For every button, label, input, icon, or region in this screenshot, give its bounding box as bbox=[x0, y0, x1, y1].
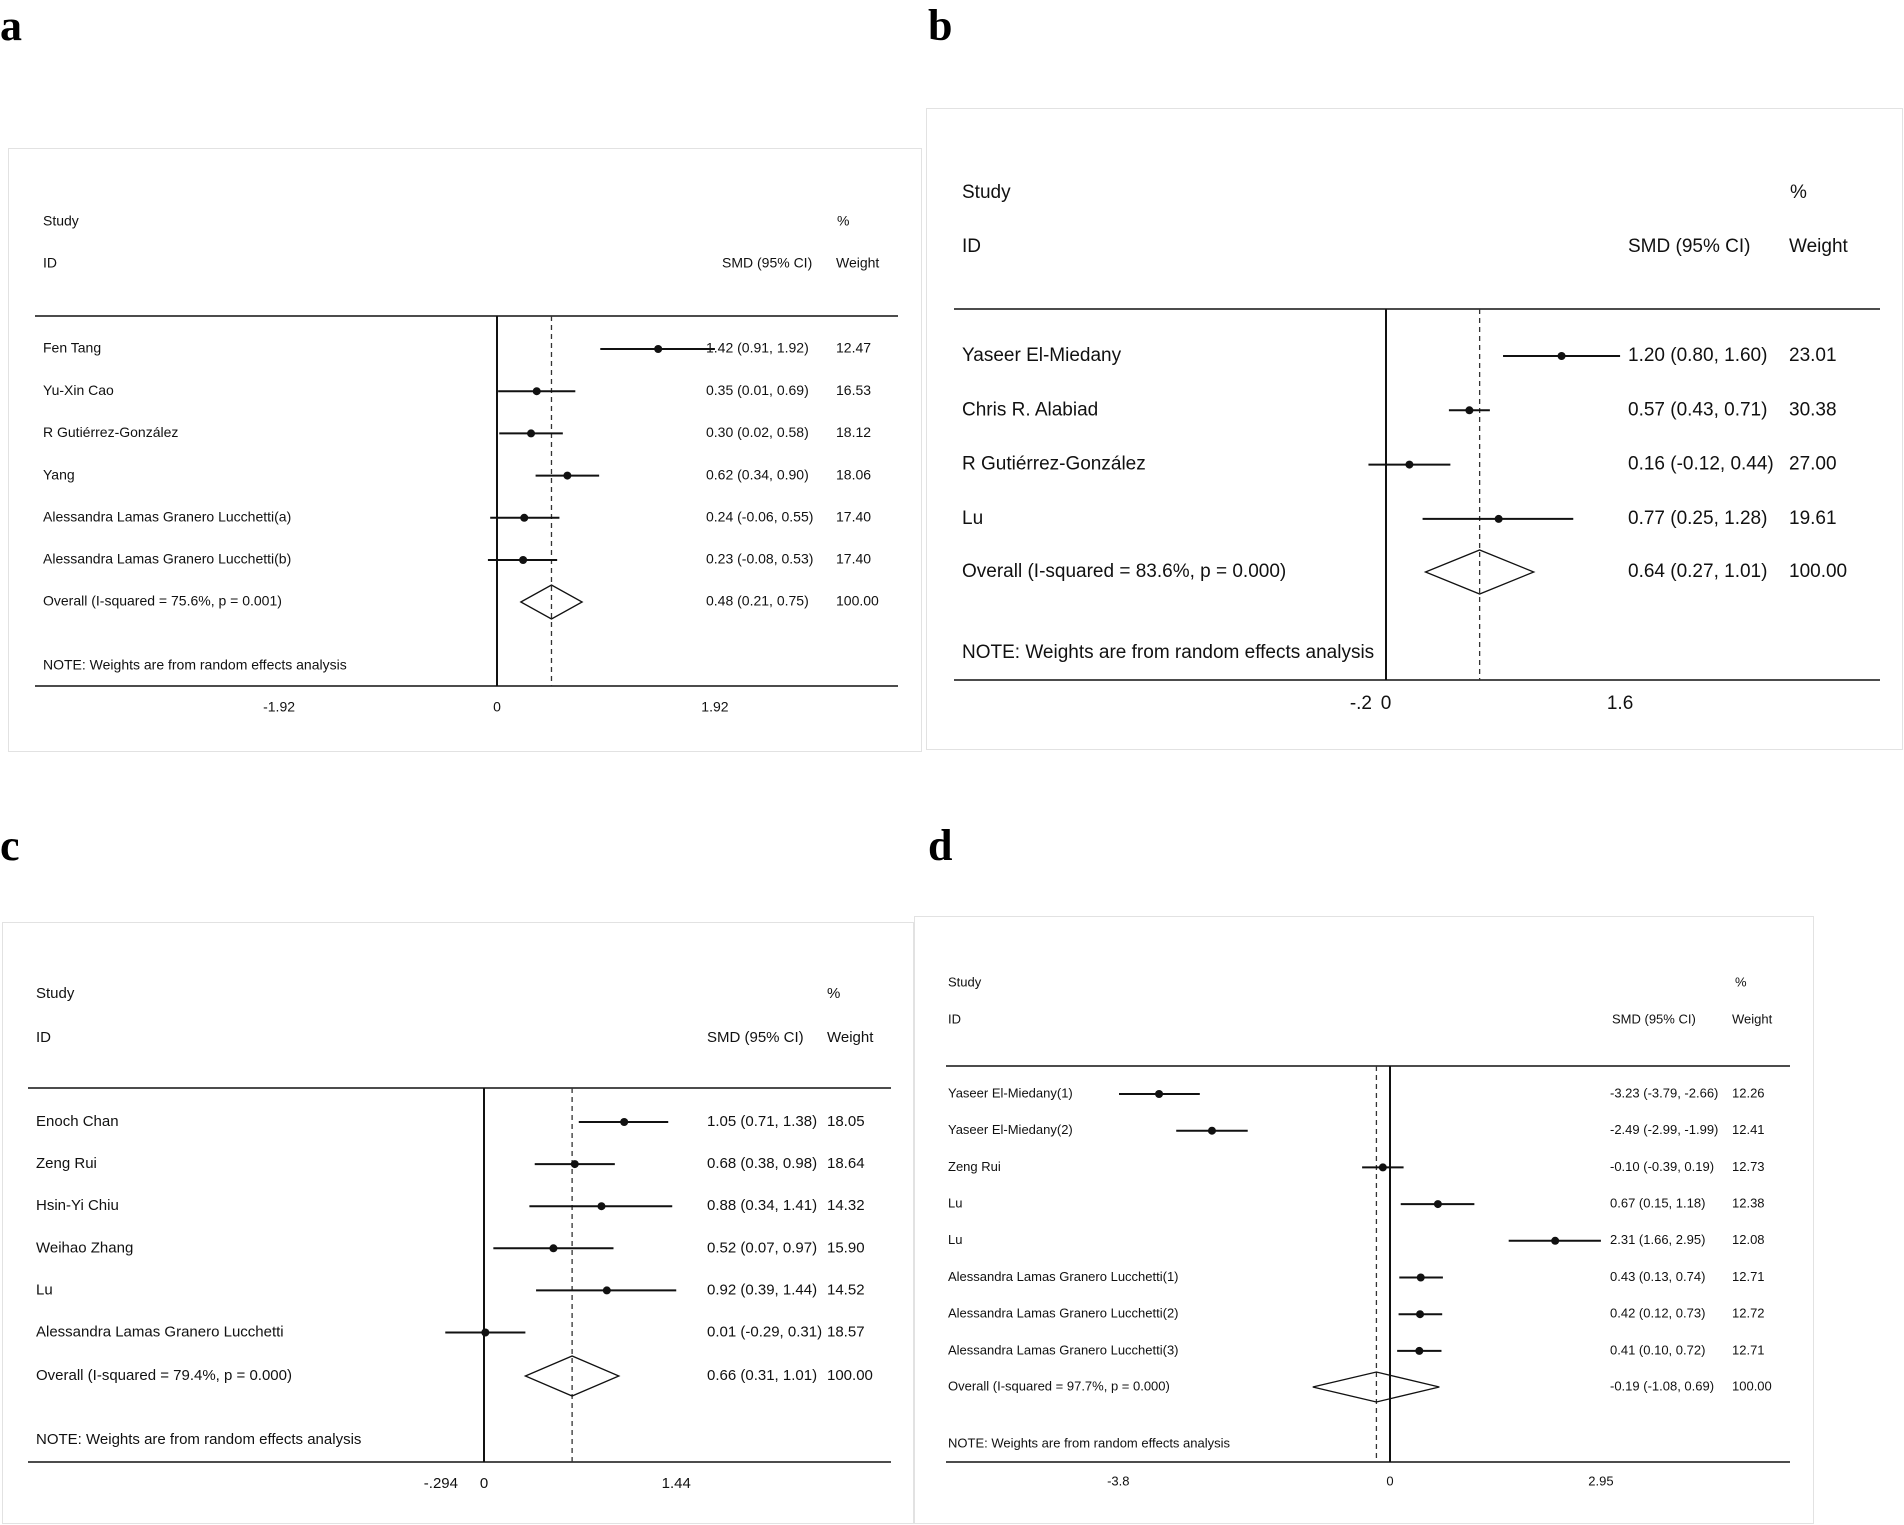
x-tick-label: -3.8 bbox=[1107, 1473, 1130, 1489]
study-ci-text: 0.52 (0.07, 0.97) bbox=[707, 1239, 818, 1257]
header-percent: % bbox=[1735, 974, 1747, 990]
overall-weight: 100.00 bbox=[1732, 1378, 1772, 1394]
study-point bbox=[597, 1202, 605, 1210]
study-ci-text: 0.77 (0.25, 1.28) bbox=[1628, 507, 1768, 529]
study-point bbox=[1558, 352, 1566, 360]
study-name: Lu bbox=[948, 1195, 963, 1211]
study-ci-text: -3.23 (-3.79, -2.66) bbox=[1610, 1085, 1719, 1101]
study-weight: 18.57 bbox=[827, 1323, 865, 1341]
study-name: Yaseer El-Miedany bbox=[962, 345, 1122, 367]
note-text: NOTE: Weights are from random effects analysis bbox=[948, 1435, 1231, 1451]
overall-ci-text: -0.19 (-1.08, 0.69) bbox=[1610, 1378, 1715, 1394]
study-name: Yaseer El-Miedany(2) bbox=[948, 1122, 1073, 1138]
study-name: Enoch Chan bbox=[36, 1112, 119, 1130]
study-name: Lu bbox=[36, 1281, 53, 1299]
study-weight: 16.53 bbox=[836, 381, 872, 398]
study-point bbox=[603, 1286, 611, 1294]
panel-letter-b: b bbox=[928, 1, 953, 50]
study-name: Fen Tang bbox=[43, 339, 102, 356]
study-ci-text: 2.31 (1.66, 2.95) bbox=[1610, 1232, 1706, 1248]
x-tick-label: 1.44 bbox=[661, 1474, 691, 1492]
study-name: Alessandra Lamas Granero Lucchetti(3) bbox=[948, 1342, 1179, 1358]
header-study: Study bbox=[948, 974, 982, 990]
study-point bbox=[1379, 1163, 1387, 1171]
header-weight: Weight bbox=[1732, 1011, 1773, 1027]
study-weight: 12.38 bbox=[1732, 1195, 1765, 1211]
study-ci-text: 0.43 (0.13, 0.74) bbox=[1610, 1268, 1706, 1284]
study-weight: 12.72 bbox=[1732, 1305, 1765, 1321]
study-point bbox=[1434, 1200, 1442, 1208]
header-smd: SMD (95% CI) bbox=[722, 254, 813, 271]
x-tick-label: 1.6 bbox=[1606, 693, 1634, 715]
study-ci-text: 0.30 (0.02, 0.58) bbox=[706, 424, 809, 441]
study-weight: 12.47 bbox=[836, 339, 872, 356]
forest-panel-a bbox=[35, 213, 898, 715]
header-id: ID bbox=[948, 1011, 961, 1027]
overall-label: Overall (I-squared = 75.6%, p = 0.001) bbox=[43, 592, 282, 609]
study-ci-text: 0.68 (0.38, 0.98) bbox=[707, 1155, 818, 1173]
study-ci-text: 1.20 (0.80, 1.60) bbox=[1628, 345, 1768, 367]
study-ci-text: -2.49 (-2.99, -1.99) bbox=[1610, 1122, 1719, 1138]
study-point bbox=[481, 1329, 489, 1337]
study-weight: 18.05 bbox=[827, 1112, 865, 1130]
forest-panel-d bbox=[946, 974, 1790, 1488]
study-weight: 18.64 bbox=[827, 1155, 865, 1173]
header-study: Study bbox=[43, 212, 79, 229]
study-ci-text: 0.01 (-0.29, 0.31) bbox=[707, 1323, 823, 1341]
study-ci-text: 0.35 (0.01, 0.69) bbox=[706, 381, 809, 398]
overall-label: Overall (I-squared = 97.7%, p = 0.000) bbox=[948, 1378, 1170, 1394]
header-percent: % bbox=[1790, 182, 1807, 204]
study-ci-text: 0.24 (-0.06, 0.55) bbox=[706, 508, 814, 525]
study-ci-text: 0.41 (0.10, 0.72) bbox=[1610, 1342, 1706, 1358]
study-point bbox=[520, 514, 528, 522]
overall-ci-text: 0.66 (0.31, 1.01) bbox=[707, 1366, 818, 1384]
study-weight: 17.40 bbox=[836, 550, 872, 567]
study-name: Lu bbox=[962, 507, 984, 529]
study-point bbox=[1465, 406, 1473, 414]
study-weight: 18.06 bbox=[836, 466, 872, 483]
header-id: ID bbox=[962, 236, 981, 258]
study-name: Alessandra Lamas Granero Lucchetti(a) bbox=[43, 508, 292, 525]
x-tick-label: -1.92 bbox=[263, 698, 296, 715]
study-weight: 14.52 bbox=[827, 1281, 865, 1299]
study-point bbox=[1208, 1127, 1216, 1135]
study-ci-text: 0.23 (-0.08, 0.53) bbox=[706, 550, 814, 567]
overall-ci-text: 0.48 (0.21, 0.75) bbox=[706, 592, 809, 609]
study-weight: 12.08 bbox=[1732, 1232, 1765, 1248]
header-weight: Weight bbox=[836, 254, 880, 271]
header-study: Study bbox=[962, 182, 1011, 204]
header-percent: % bbox=[837, 212, 850, 229]
overall-ci-text: 0.64 (0.27, 1.01) bbox=[1628, 561, 1768, 583]
study-ci-text: 1.05 (0.71, 1.38) bbox=[707, 1112, 818, 1130]
header-smd: SMD (95% CI) bbox=[1628, 236, 1751, 258]
study-point bbox=[571, 1160, 579, 1168]
study-weight: 19.61 bbox=[1789, 507, 1837, 529]
study-point bbox=[519, 556, 527, 564]
study-point bbox=[1495, 515, 1503, 523]
header-weight: Weight bbox=[1789, 236, 1848, 258]
panel-letter-d: d bbox=[928, 821, 953, 870]
study-point bbox=[1405, 461, 1413, 469]
study-weight: 15.90 bbox=[827, 1239, 865, 1257]
study-name: Alessandra Lamas Granero Lucchetti(1) bbox=[948, 1268, 1179, 1284]
overall-weight: 100.00 bbox=[827, 1366, 873, 1384]
study-name: Alessandra Lamas Granero Lucchetti bbox=[36, 1323, 284, 1341]
header-id: ID bbox=[43, 254, 57, 271]
x-tick-label: 0 bbox=[493, 698, 501, 715]
x-tick-label: -.294 bbox=[423, 1474, 458, 1492]
study-weight: 12.73 bbox=[1732, 1158, 1765, 1174]
study-weight: 30.38 bbox=[1789, 399, 1837, 421]
study-name: Lu bbox=[948, 1232, 963, 1248]
study-name: Zeng Rui bbox=[948, 1158, 1001, 1174]
overall-weight: 100.00 bbox=[836, 592, 879, 609]
study-point bbox=[563, 472, 571, 480]
study-name: Yang bbox=[43, 466, 75, 483]
study-point bbox=[527, 429, 535, 437]
note-text: NOTE: Weights are from random effects analysis bbox=[43, 656, 347, 673]
study-point bbox=[654, 345, 662, 353]
study-weight: 17.40 bbox=[836, 508, 872, 525]
study-ci-text: 0.16 (-0.12, 0.44) bbox=[1628, 453, 1774, 475]
header-smd: SMD (95% CI) bbox=[1612, 1011, 1696, 1027]
overall-weight: 100.00 bbox=[1789, 561, 1848, 583]
study-point bbox=[1415, 1347, 1423, 1355]
study-weight: 27.00 bbox=[1789, 453, 1837, 475]
forest-panel-c bbox=[28, 985, 891, 1492]
x-tick-label: 0 bbox=[1380, 693, 1392, 715]
header-study: Study bbox=[36, 984, 75, 1002]
header-weight: Weight bbox=[827, 1028, 874, 1046]
study-point bbox=[1416, 1310, 1424, 1318]
note-text: NOTE: Weights are from random effects analysis bbox=[36, 1430, 362, 1448]
study-weight: 18.12 bbox=[836, 424, 872, 441]
study-name: R Gutiérrez-González bbox=[43, 424, 179, 441]
study-ci-text: 0.88 (0.34, 1.41) bbox=[707, 1197, 818, 1215]
study-name: Yu-Xin Cao bbox=[43, 381, 114, 398]
study-weight: 12.26 bbox=[1732, 1085, 1765, 1101]
study-weight: 23.01 bbox=[1789, 345, 1837, 367]
study-name: Hsin-Yi Chiu bbox=[36, 1197, 119, 1215]
study-ci-text: 0.57 (0.43, 0.71) bbox=[1628, 399, 1768, 421]
overall-label: Overall (I-squared = 83.6%, p = 0.000) bbox=[962, 561, 1287, 583]
study-name: Yaseer El-Miedany(1) bbox=[948, 1085, 1073, 1101]
study-ci-text: -0.10 (-0.39, 0.19) bbox=[1610, 1158, 1715, 1174]
x-tick-label: 2.95 bbox=[1588, 1473, 1614, 1489]
study-name: R Gutiérrez-González bbox=[962, 453, 1146, 475]
x-tick-label: 0 bbox=[479, 1474, 489, 1492]
study-point bbox=[1417, 1274, 1425, 1282]
study-point bbox=[533, 387, 541, 395]
panel-letter-a: a bbox=[0, 1, 22, 50]
study-ci-text: 1.42 (0.91, 1.92) bbox=[706, 339, 809, 356]
header-id: ID bbox=[36, 1028, 51, 1046]
study-point bbox=[549, 1244, 557, 1252]
study-point bbox=[1551, 1237, 1559, 1245]
study-weight: 12.71 bbox=[1732, 1342, 1765, 1358]
study-name: Weihao Zhang bbox=[36, 1239, 134, 1257]
note-text: NOTE: Weights are from random effects analysis bbox=[962, 642, 1375, 664]
x-tick-label: -.2 bbox=[1349, 693, 1372, 715]
header-percent: % bbox=[827, 984, 841, 1002]
forest-panel-b bbox=[954, 182, 1880, 714]
study-ci-text: 0.92 (0.39, 1.44) bbox=[707, 1281, 818, 1299]
study-name: Chris R. Alabiad bbox=[962, 399, 1099, 421]
study-ci-text: 0.42 (0.12, 0.73) bbox=[1610, 1305, 1706, 1321]
study-name: Alessandra Lamas Granero Lucchetti(2) bbox=[948, 1305, 1179, 1321]
header-smd: SMD (95% CI) bbox=[707, 1028, 804, 1046]
study-weight: 12.41 bbox=[1732, 1122, 1765, 1138]
x-tick-label: 1.92 bbox=[701, 698, 729, 715]
study-point bbox=[620, 1118, 628, 1126]
study-name: Alessandra Lamas Granero Lucchetti(b) bbox=[43, 550, 292, 567]
study-name: Zeng Rui bbox=[36, 1155, 97, 1173]
study-weight: 14.32 bbox=[827, 1197, 865, 1215]
x-tick-label: 0 bbox=[1386, 1473, 1394, 1489]
study-point bbox=[1155, 1090, 1163, 1098]
study-ci-text: 0.67 (0.15, 1.18) bbox=[1610, 1195, 1706, 1211]
study-ci-text: 0.62 (0.34, 0.90) bbox=[706, 466, 809, 483]
study-weight: 12.71 bbox=[1732, 1268, 1765, 1284]
overall-label: Overall (I-squared = 79.4%, p = 0.000) bbox=[36, 1366, 292, 1384]
panel-letter-c: c bbox=[0, 821, 20, 870]
